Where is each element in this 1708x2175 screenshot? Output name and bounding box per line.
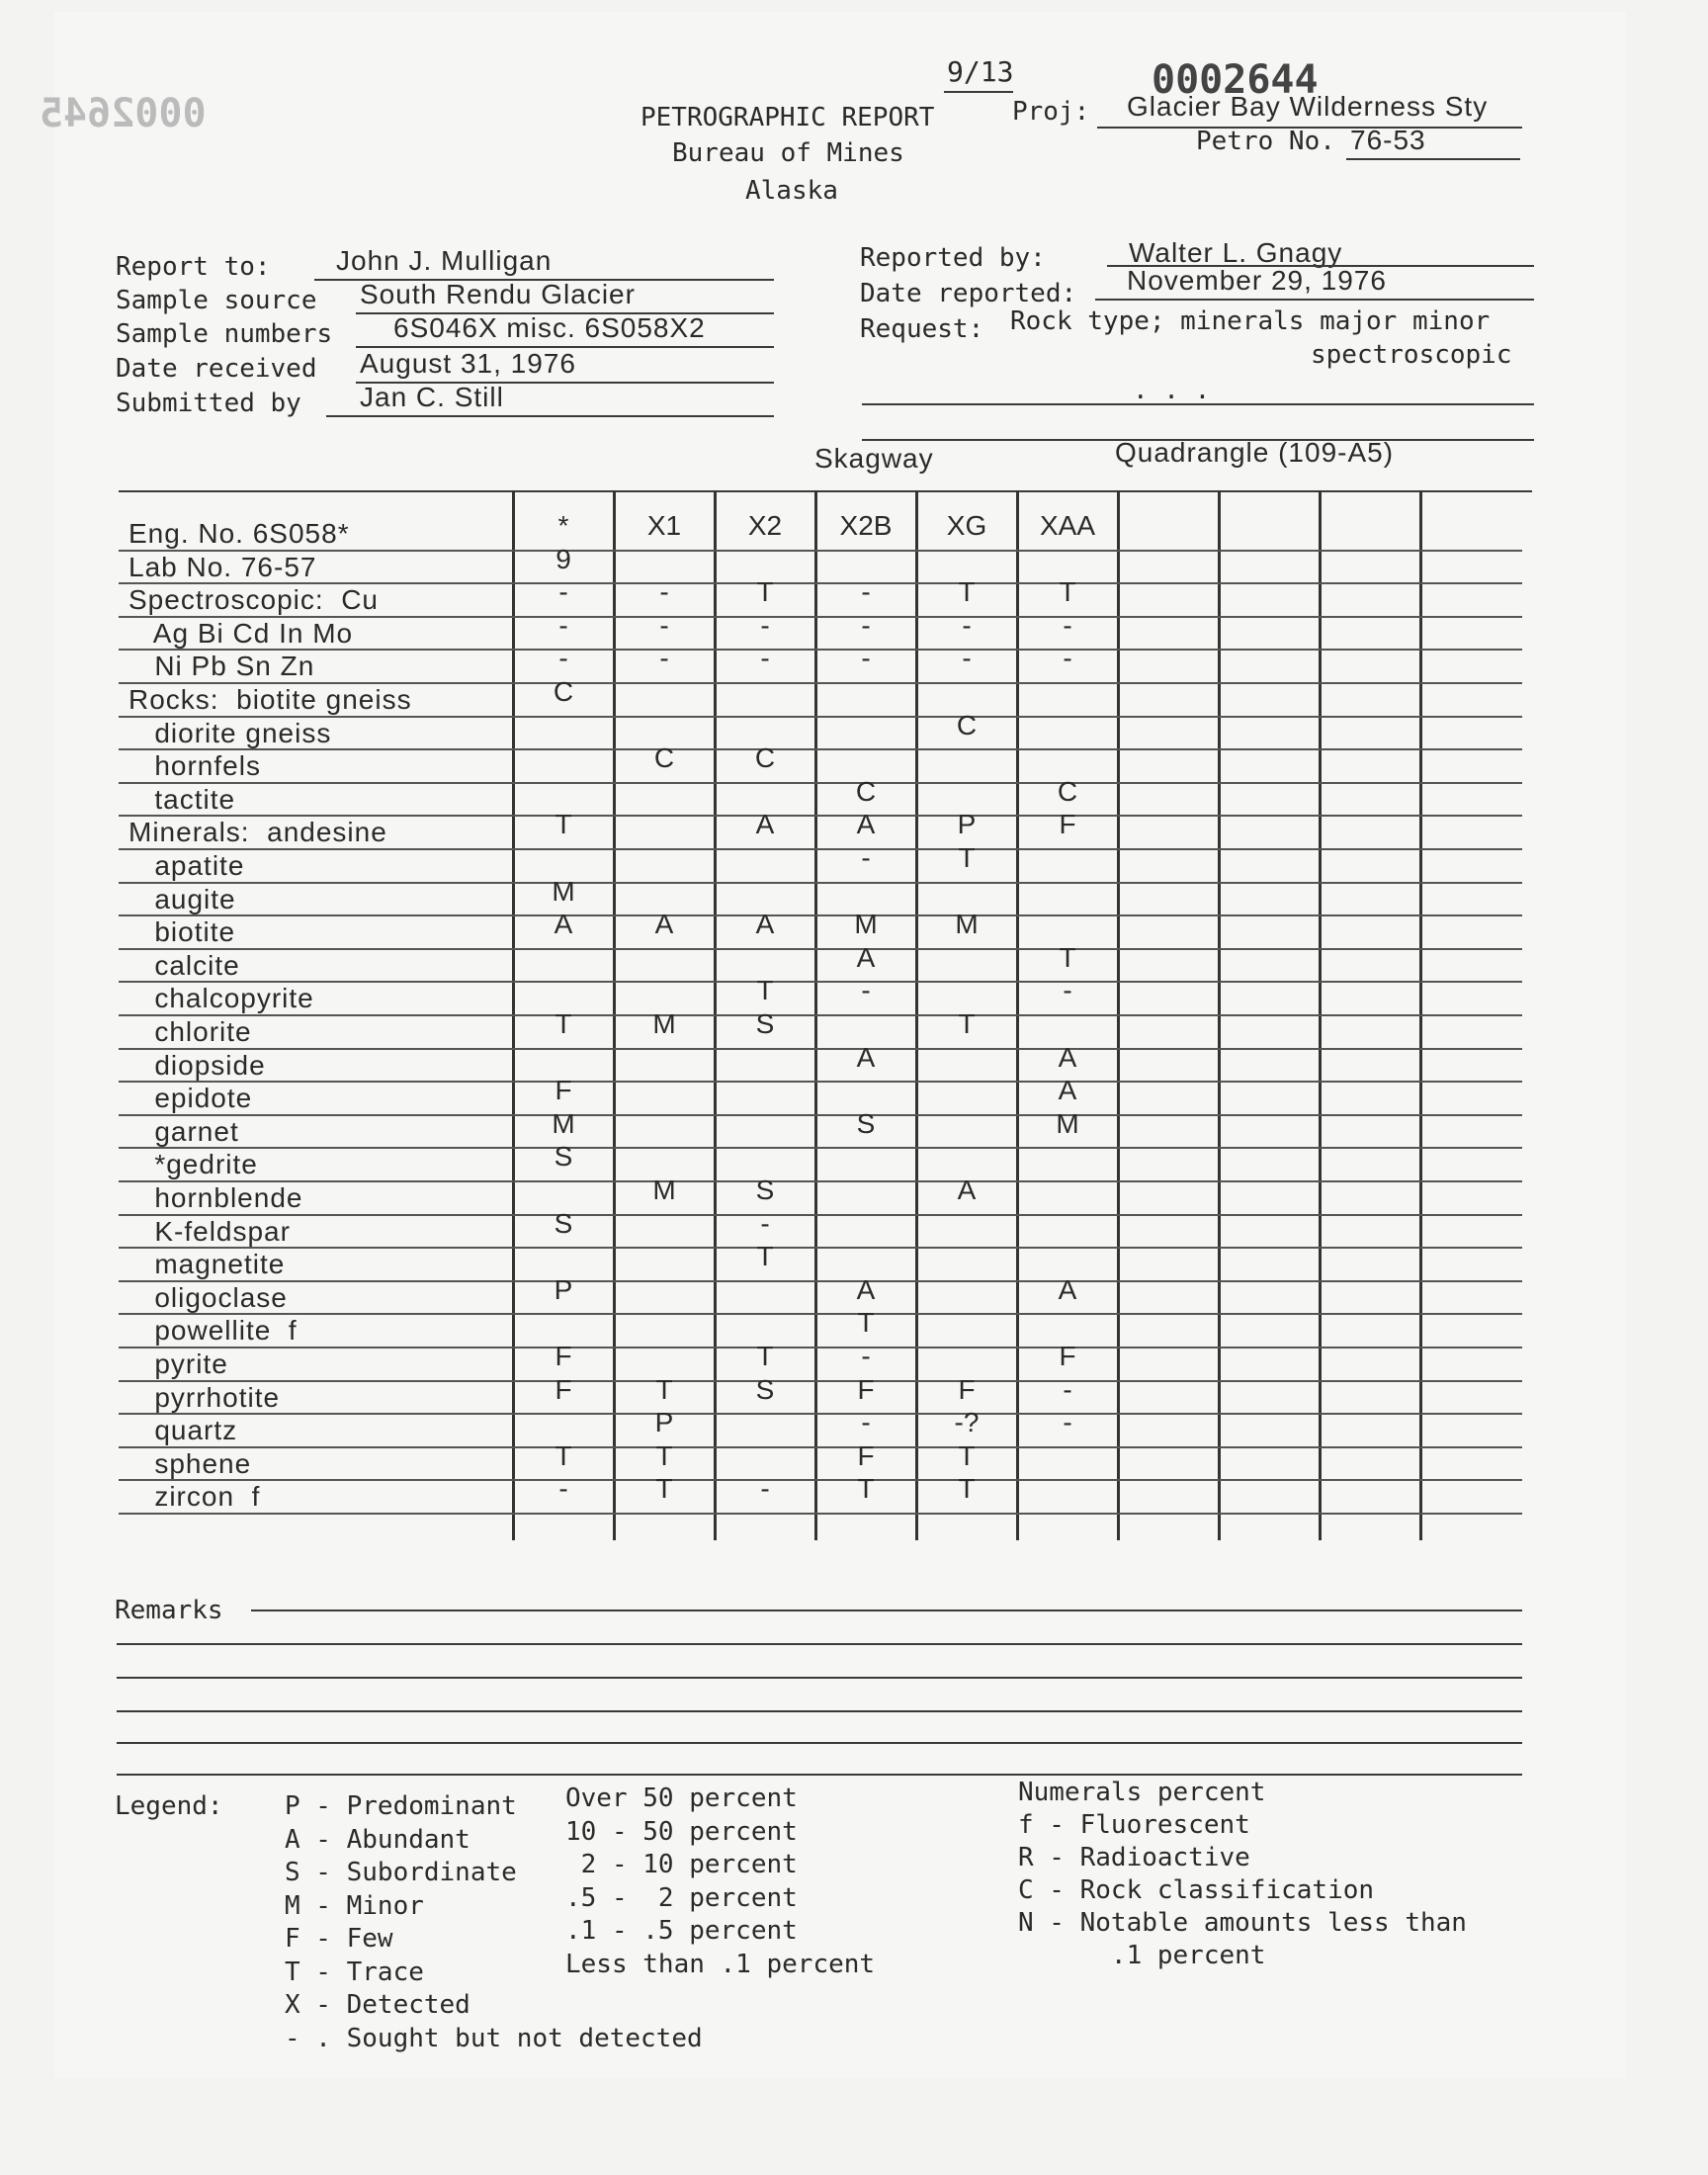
legend-label: Legend: [115, 1791, 223, 1821]
submitted-by-value: Jan C. Still [360, 382, 504, 412]
reported-by-value: Walter L. Gnagy [1129, 237, 1343, 268]
table-cell: M [854, 909, 878, 940]
petro-label: Petro No. [1196, 127, 1335, 156]
table-cell: M [1056, 1107, 1079, 1139]
page-number: 9/13 [947, 55, 1014, 88]
legend-entry: S - Subordinate [285, 1858, 517, 1887]
table-row-label: hornfels [128, 750, 261, 782]
table-cell: - [861, 576, 871, 608]
table-cell: T [857, 1307, 875, 1339]
table-cell: - [558, 643, 568, 674]
table-cell: T [958, 576, 976, 608]
table-cell: S [755, 1174, 775, 1205]
table-row-label: chlorite [128, 1016, 252, 1047]
table-cell: T [655, 1373, 673, 1405]
date-reported-label: Date reported: [860, 279, 1077, 308]
table-cell: - [760, 1207, 770, 1239]
table-cell: T [756, 1241, 774, 1272]
table-row-rule [119, 882, 1522, 884]
sample-source-value: South Rendu Glacier [360, 279, 636, 309]
legend-entry: R - Radioactive [1018, 1843, 1250, 1872]
table-cell: F [555, 1075, 572, 1106]
table-cell: - [861, 842, 871, 873]
table-cell: - [962, 609, 972, 641]
table-row-label: Minerals: andesine [128, 817, 387, 848]
table-row-label: tactite [128, 783, 236, 815]
legend-entry: - . Sought but not detected [285, 2023, 703, 2053]
table-row-label: diopside [128, 1049, 266, 1081]
table-cell: - [1063, 609, 1072, 641]
table-cell: A [856, 1041, 876, 1073]
table-cell: P [957, 809, 977, 840]
column-header: X1 [646, 510, 682, 541]
column-header: XAA [1039, 510, 1096, 541]
report-title: PETROGRAPHIC REPORT [640, 103, 935, 132]
table-cell: S [755, 1373, 775, 1405]
table-cell: - [558, 576, 568, 608]
table-row-label: hornblende [128, 1182, 303, 1213]
table-row-rule [119, 1180, 1522, 1182]
table-cell: C [956, 709, 978, 740]
legend-entry: F - Few [285, 1924, 393, 1954]
table-cell: T [555, 1439, 572, 1471]
column-header: X2 [747, 510, 783, 541]
table-cell: M [552, 875, 575, 907]
legend-entry: N - Notable amounts less than [1018, 1908, 1467, 1938]
table-cell: - [861, 1341, 871, 1371]
table-row-label: Ni Pb Sn Zn [128, 651, 315, 682]
quadrangle-name: Skagway [814, 443, 934, 474]
table-row-label: pyrrhotite [128, 1381, 281, 1413]
table-row-rule [119, 1247, 1522, 1249]
table-row-rule [119, 1513, 1522, 1515]
table-row-label: Ag Bi Cd In Mo [128, 617, 354, 649]
legend-entry: 10 - 50 percent [565, 1816, 798, 1847]
ghost-doc-number: 0002645 [40, 91, 207, 136]
legend-entry: T - Trace [285, 1957, 424, 1987]
report-to-label: Report to: [116, 252, 271, 282]
table-cell: T [1059, 576, 1076, 608]
table-cell: T [958, 1439, 976, 1471]
table-cell: A [654, 909, 674, 940]
table-cell: S [554, 1141, 573, 1173]
table-cell: - [659, 576, 669, 608]
table-row-label: Rocks: biotite gneiss [128, 684, 412, 715]
table-cell: A [856, 809, 876, 840]
table-cell: - [1063, 643, 1072, 674]
legend-entry: .5 - 2 percent [565, 1882, 798, 1913]
legend-entry: X - Detected [285, 1990, 470, 2020]
table-cell: T [857, 1473, 875, 1505]
table-cell: M [552, 1107, 575, 1139]
table-row-label: Lab No. 76-57 [128, 551, 317, 582]
quadrangle-label: Quadrangle (109-A5) [1115, 437, 1395, 468]
legend-entry: A - Abundant [285, 1824, 470, 1855]
column-header: * [557, 510, 569, 541]
table-cell: T [1059, 941, 1076, 973]
table-cell: C [653, 742, 675, 774]
table-cell: S [755, 1008, 775, 1039]
table-cell: T [958, 842, 976, 873]
table-row-label: augite [128, 883, 236, 914]
table-cell: F [857, 1439, 875, 1471]
table-cell: A [755, 809, 775, 840]
table-cell: P [554, 1273, 573, 1305]
table-cell: C [754, 742, 776, 774]
table-row-label: oligoclase [128, 1281, 288, 1313]
table-cell: S [554, 1207, 573, 1239]
table-cell: - [861, 1407, 871, 1438]
table-row-label: powellite f [128, 1315, 298, 1347]
sample-source-label: Sample source [116, 286, 317, 315]
date-received-value: August 31, 1976 [360, 348, 576, 379]
agency: Bureau of Mines [672, 138, 904, 168]
table-row-rule [119, 748, 1522, 750]
table-row-label: magnetite [128, 1249, 286, 1280]
table-row-label: Spectroscopic: Cu [128, 584, 379, 616]
table-cell: - [760, 643, 770, 674]
table-cell: C [1057, 775, 1078, 807]
table-row-label: sphene [128, 1447, 252, 1479]
legend-entry: 2 - 10 percent [565, 1850, 798, 1879]
table-cell: A [1058, 1075, 1077, 1106]
table-cell: A [856, 941, 876, 973]
table-cell: T [958, 1008, 976, 1039]
table-cell: -? [954, 1407, 980, 1438]
legend-entry: Less than .1 percent [565, 1949, 876, 1979]
table-row-label: diorite gneiss [128, 717, 332, 748]
table-cell: - [861, 643, 871, 674]
table-cell: F [555, 1373, 572, 1405]
table-cell: - [760, 609, 770, 641]
table-cell: A [554, 909, 573, 940]
table-cell: F [958, 1373, 976, 1405]
table-cell: F [1059, 809, 1076, 840]
table-cell: F [857, 1373, 875, 1405]
table-cell: T [655, 1439, 673, 1471]
table-cell: A [856, 1273, 876, 1305]
region: Alaska [745, 176, 838, 206]
table-row-label: garnet [128, 1115, 239, 1147]
table-cell: T [756, 975, 774, 1006]
reported-by-label: Reported by: [860, 243, 1046, 273]
table-cell: C [553, 676, 574, 707]
request-value-2: spectroscopic [1311, 340, 1512, 370]
proj-value: Glacier Bay Wilderness Sty [1127, 91, 1489, 122]
table-row-rule [119, 1081, 1522, 1083]
legend-entry: .1 percent [1018, 1941, 1266, 1970]
request-value-1: Rock type; minerals major minor [1010, 306, 1491, 336]
legend-entry: P - Predominant [285, 1791, 517, 1821]
sample-numbers-label: Sample numbers [116, 319, 333, 349]
table-row-rule [119, 1014, 1522, 1016]
request-label: Request: [860, 314, 984, 344]
table-cell: T [756, 576, 774, 608]
table-cell: T [756, 1341, 774, 1371]
table-cell: T [555, 1008, 572, 1039]
table-cell: M [652, 1008, 676, 1039]
table-cell: 9 [555, 543, 571, 574]
legend-entry: f - Fluorescent [1018, 1810, 1250, 1840]
table-cell: T [655, 1473, 673, 1505]
table-cell: - [962, 643, 972, 674]
legend-entry: Over 50 percent [565, 1784, 798, 1813]
legend-entry: C - Rock classification [1018, 1875, 1375, 1905]
submitted-by-label: Submitted by [116, 389, 301, 418]
document-number-stamp: 0002644 [1152, 57, 1319, 103]
column-header: X2B [839, 510, 893, 541]
table-cell: A [957, 1174, 977, 1205]
sample-numbers-value: 6S046X misc. 6S058X2 [393, 312, 706, 343]
table-cell: - [861, 975, 871, 1006]
table-cell: A [755, 909, 775, 940]
table-cell: F [555, 1341, 572, 1371]
table-row-label: calcite [128, 949, 240, 981]
table-cell: - [861, 609, 871, 641]
report-to-value: John J. Mulligan [336, 245, 553, 276]
table-cell: M [652, 1174, 676, 1205]
table-cell: - [1063, 975, 1072, 1006]
legend-entry: M - Minor [285, 1890, 424, 1921]
table-row-rule [119, 550, 1522, 552]
petro-value: 76-53 [1350, 125, 1426, 155]
table-cell: T [555, 809, 572, 840]
table-cell: F [1059, 1341, 1076, 1371]
table-cell: M [955, 909, 979, 940]
table-cell: - [1063, 1373, 1072, 1405]
table-row-label: K-feldspar [128, 1215, 291, 1247]
legend-entry: .1 - .5 percent [565, 1916, 798, 1946]
table-cell: - [659, 609, 669, 641]
table-row-label: chalcopyrite [128, 983, 314, 1014]
table-row-label: epidote [128, 1083, 253, 1114]
table-row-label: quartz [128, 1415, 238, 1446]
table-cell: - [659, 643, 669, 674]
request-dots: . . . [1133, 376, 1211, 405]
date-reported-value: November 29, 1976 [1127, 265, 1387, 296]
table-cell: - [1063, 1407, 1072, 1438]
table-cell: P [654, 1407, 674, 1438]
table-cell: - [760, 1473, 770, 1505]
table-cell: C [855, 775, 877, 807]
proj-label: Proj: [1012, 97, 1090, 127]
table-row-label: biotite [128, 916, 236, 948]
column-header: XG [946, 510, 987, 541]
table-cell: - [558, 1473, 568, 1505]
table-cell: A [1058, 1273, 1077, 1305]
date-received-label: Date received [116, 354, 317, 384]
remarks-label: Remarks [115, 1596, 223, 1625]
table-row-rule [119, 1214, 1522, 1216]
table-cell: S [856, 1107, 876, 1139]
table-cell: A [1058, 1041, 1077, 1073]
table-row-label: apatite [128, 850, 245, 881]
table-row-label: zircon f [128, 1481, 261, 1513]
table-row-label: pyrite [128, 1348, 228, 1379]
table-row-label: *gedrite [128, 1149, 258, 1180]
table-row-rule [119, 1147, 1522, 1149]
eng-no-label: Eng. No. 6S058* [128, 518, 350, 549]
table-cell: - [558, 609, 568, 641]
table-cell: T [958, 1473, 976, 1505]
legend-entry: Numerals percent [1018, 1778, 1266, 1807]
